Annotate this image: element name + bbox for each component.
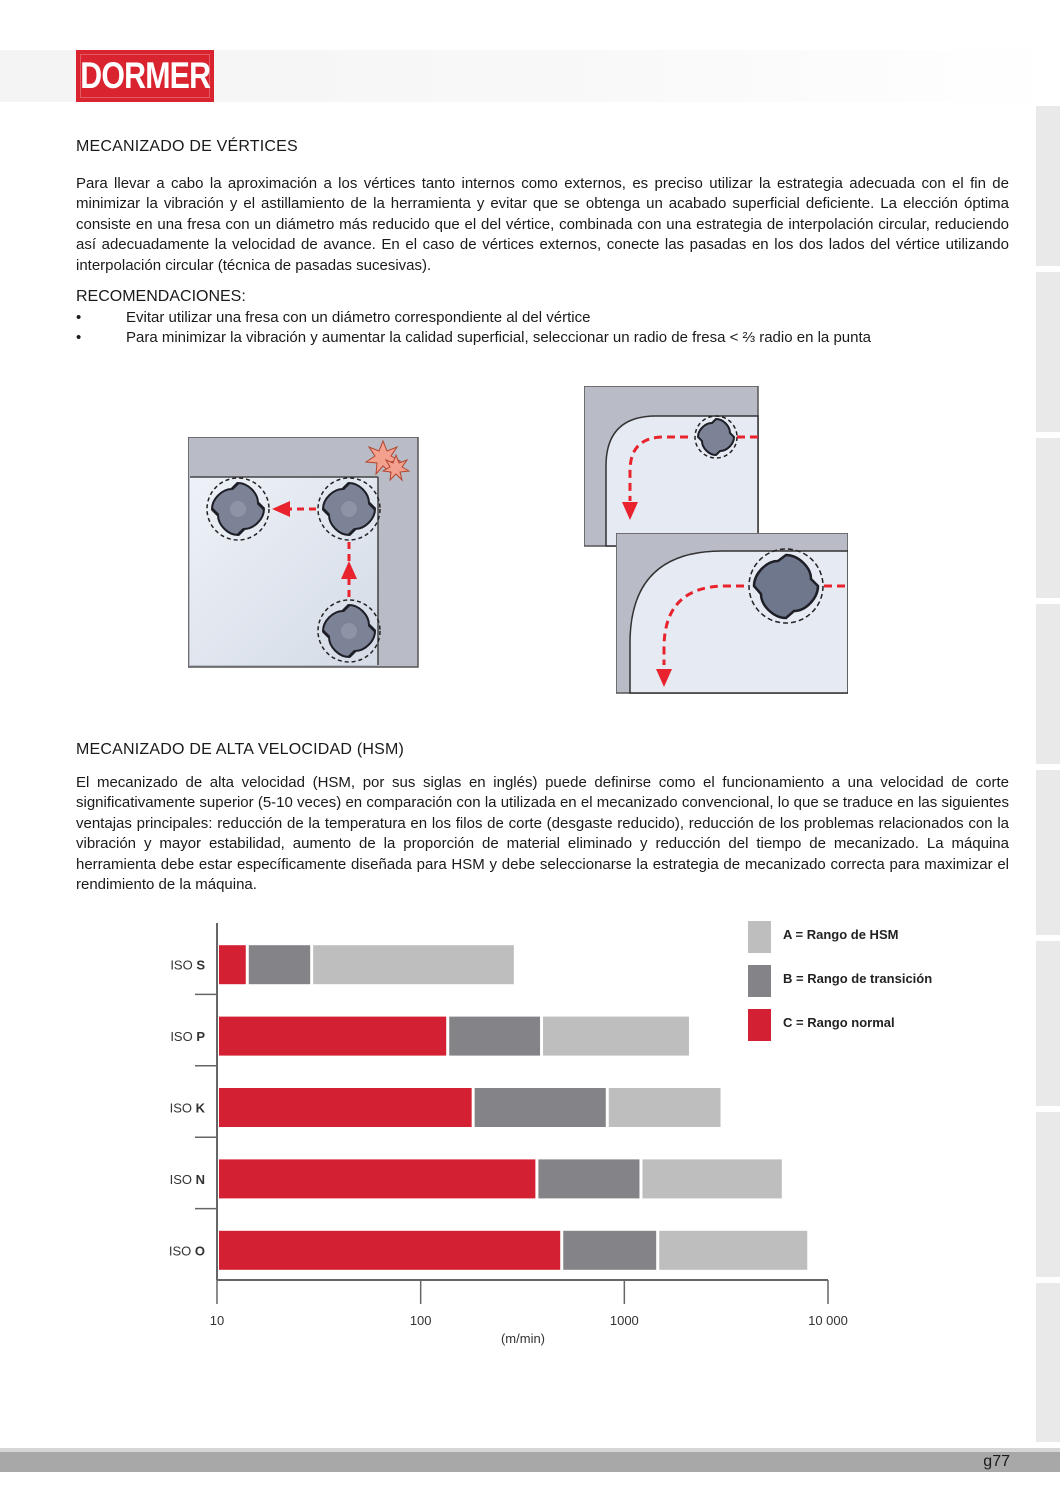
bar-C [219, 1159, 535, 1198]
x-tick-label: 10 000 [808, 1313, 848, 1328]
side-tab[interactable] [1036, 1283, 1060, 1442]
recommendations-title: RECOMENDACIONES: [76, 288, 246, 305]
section-title-vertices: MECANIZADO DE VÉRTICES [76, 138, 298, 155]
bar-A [313, 945, 514, 984]
side-tab[interactable] [1036, 438, 1060, 598]
bar-A [642, 1159, 781, 1198]
dormer-logo [76, 50, 214, 102]
x-tick-label: 1000 [609, 1313, 639, 1328]
legend-label-A: A = Rango de HSM [783, 927, 899, 942]
bar-B [563, 1231, 656, 1270]
bar-B [449, 1017, 540, 1056]
side-tab[interactable] [1036, 941, 1060, 1106]
bar-B [249, 945, 310, 984]
bar-A [543, 1017, 689, 1056]
side-tab[interactable] [1036, 1112, 1060, 1277]
category-label: ISO O [168, 1243, 205, 1259]
recommendation-text: Evitar utilizar una fresa con un diámetro correspondiente al del vértice [126, 309, 591, 326]
category-label: ISO S [170, 957, 205, 973]
bar-C [219, 945, 246, 984]
section-title-hsm: MECANIZADO DE ALTA VELOCIDAD (HSM) [76, 741, 405, 758]
corner-interpolation-illustration-large [616, 533, 848, 695]
hsm-paragraph: El mecanizado de alta velocidad (HSM, por sus siglas en inglés) puede definirse como el funcionamiento a una velocidad de corte significativamente superior (5-10 veces) en comparación con la utilizada en el mecanizado convencional, lo que se traduce en las siguientes ventajas principales: reducción de la temperatura en los filos de corte (desgaste reducido), reducción de los problemas relacionados con la vibración y mayor estabilidad, aumento de la proporción de material eliminado y reducción del tiempo de mecanizado. La máquina herramienta debe estar específicamente diseñada para HSM y debe seleccionarse la estrategia de mecanizado correcta para maximizar el rendimiento de la máquina. [76, 774, 1009, 894]
legend-label-C: C = Rango normal [783, 1015, 895, 1030]
logo-text: DORMER [80, 55, 210, 96]
bullet: • [76, 329, 82, 346]
bar-C [219, 1231, 560, 1270]
x-tick-label: 10 [209, 1313, 225, 1328]
side-tab[interactable] [1036, 770, 1060, 935]
legend-swatch-C [748, 1009, 771, 1041]
x-tick-label: 100 [409, 1313, 432, 1328]
x-axis-label: (m/min) [500, 1331, 546, 1346]
internal-corner-illustration [188, 437, 420, 669]
corner-interpolation-illustration-small [584, 386, 760, 548]
bar-A [609, 1088, 721, 1127]
legend-swatch-A [748, 921, 771, 953]
legend-label-B: B = Rango de transición [783, 971, 933, 986]
bar-B [538, 1159, 639, 1198]
bar-B [475, 1088, 606, 1127]
bullet: • [76, 309, 82, 326]
category-label: ISO K [169, 1100, 205, 1116]
side-tab[interactable] [1036, 604, 1060, 764]
hsm-speed-range-chart [150, 915, 970, 1365]
hsm-chart-svg [150, 915, 970, 1365]
bar-C [219, 1088, 472, 1127]
side-tab[interactable] [1036, 272, 1060, 432]
vertices-paragraph: Para llevar a cabo la aproximación a los vértices tanto internos como externos, es preciso utilizar la estrategia adecuada con el fin de minimizar la vibración y el astillamiento de la herramienta y evitar que se obtenga un acabado superficial deficiente. La elección óptima consiste en una fresa con un diámetro más reducido que el del vértice, combinada con una estrategia de interpolación circular, reduciendo así adecuadamente la velocidad de avance. En el caso de vértices externos, conecte las pasadas en los dos lados del vértice utilizando interpolación circular (técnica de pasadas sucesivas). [76, 175, 1009, 274]
side-tab[interactable] [1036, 106, 1060, 266]
side-tabs [1036, 102, 1060, 1442]
page-number: g77 [983, 1453, 1010, 1470]
category-label: ISO N [169, 1171, 205, 1187]
bar-A [659, 1231, 807, 1270]
legend-swatch-B [748, 965, 771, 997]
bar-C [219, 1017, 446, 1056]
recommendation-text: Para minimizar la vibración y aumentar la calidad superficial, seleccionar un radio de fresa < ⅔ radio en la punta [126, 329, 871, 346]
footer-bar [0, 1452, 1060, 1472]
category-label: ISO P [170, 1029, 205, 1045]
